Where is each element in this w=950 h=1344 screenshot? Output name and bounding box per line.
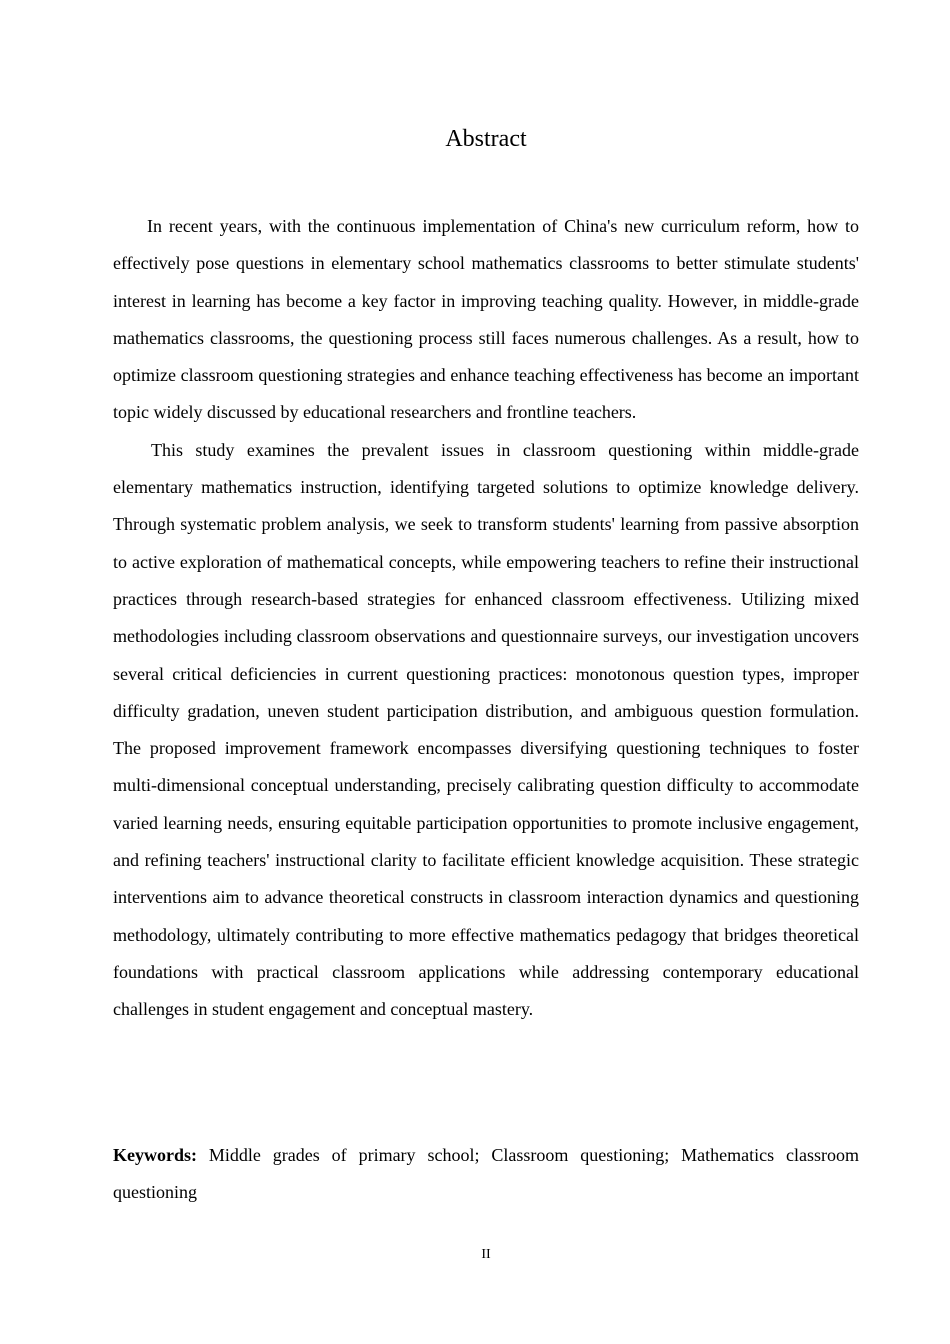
keywords-line — [113, 1137, 859, 1212]
abstract-paragraph-2: This study examines the prevalent issues in classroom questioning within middle-grade elementary mathematics instruction, identifying targeted solutions to optimize knowledge delivery. Through systematic problem analysis, we seek to transform students' learning from passive absorption to active exploration of mathematical concepts, while empowering teachers to refine their instructional practices through research-based strategies for enhanced classroom effectiveness. Utilizing mixed methodologies including classroom observations and questionnaire surveys, our investigation uncovers several critical deficiencies in current questioning practices: monotonous question types, improper difficulty gradation, uneven student participation distribution, and ambiguous question formulation. The proposed improvement framework encompasses diversifying questioning techniques to foster multi-dimensional conceptual understanding, precisely calibrating question difficulty to accommodate varied learning needs, ensuring equitable participation opportunities to promote inclusive engagement, and refining teachers' instructional clarity to facilitate efficient knowledge acquisition. These strategic interventions aim to advance theoretical constructs in classroom interaction dynamics and questioning methodology, ultimately contributing to more effective mathematics pedagogy that bridges theoretical foundations with practical classroom applications while addressing contemporary educational challenges in student engagement and conceptual mastery. — [113, 439, 859, 1020]
abstract-body — [113, 208, 859, 1029]
page-number: II — [481, 1247, 491, 1262]
abstract-paragraph-1: In recent years, with the continuous implementation of China's new curriculum reform, how to effectively pose questions in elementary school mathematics classrooms to better stimulate students' interest in learning has become a key factor in improving teaching quality. However, in middle-grade mathematics classrooms, the questioning process still faces numerous challenges. As a result, how to optimize classroom questioning strategies and enhance teaching effectiveness has become an important topic widely discussed by educational researchers and frontline teachers. — [113, 216, 859, 423]
keywords-label: Keywords: — [113, 1145, 197, 1165]
keywords-text: Middle grades of primary school; Classroom questioning; Mathematics classroom questioning — [113, 1145, 859, 1203]
page-title: Abstract — [445, 126, 527, 152]
